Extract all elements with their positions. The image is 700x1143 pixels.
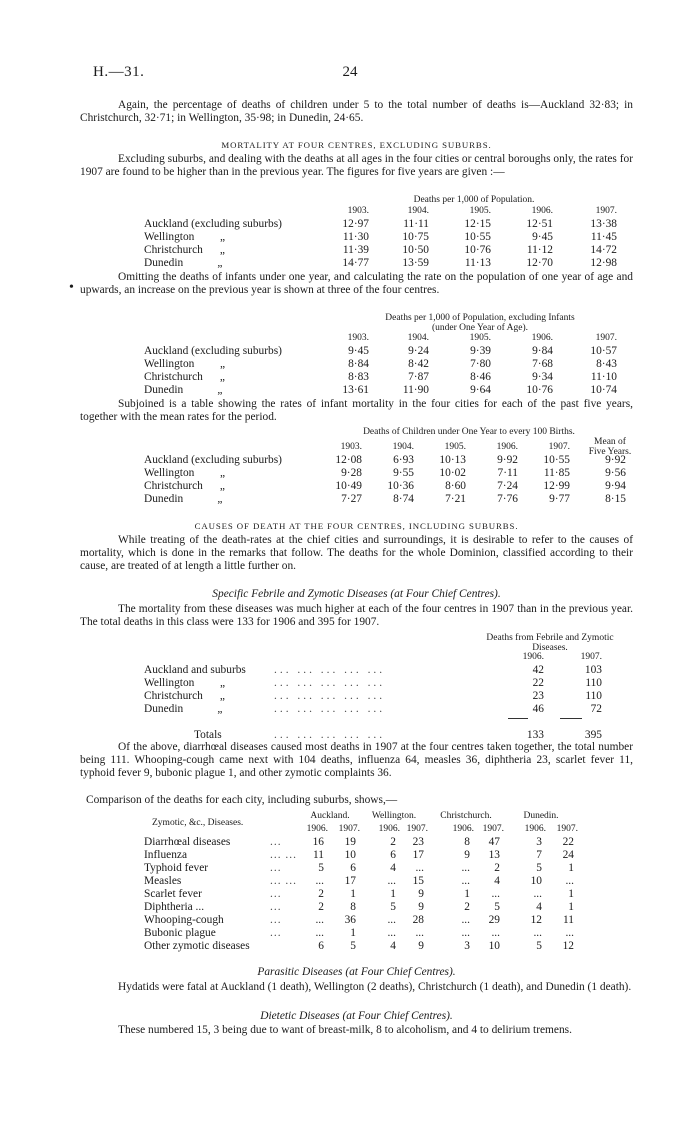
cell: 11·13 [464,257,491,269]
year-1906: 1906. [531,206,553,216]
row-label: Auckland (excluding suburbs) [144,345,282,357]
cell: 2 [494,862,500,874]
table-row [144,384,617,397]
total-rule-1907 [560,718,582,719]
cell: 8·42 [408,358,429,370]
year-1906: 1906. [522,652,544,662]
table-row [144,703,602,716]
cell: 14·77 [342,257,369,269]
cell: 10·55 [464,231,491,243]
leader-dots [270,940,300,953]
cell: 5 [494,901,500,913]
table-row [144,257,617,270]
cell: 10·36 [387,480,414,492]
cell: 23 [412,836,424,848]
table-row [144,480,626,493]
row-label: Dunedin „ [144,257,223,269]
table-row [144,836,578,849]
cell: 6 [318,940,324,952]
febrile-paragraph [80,603,633,629]
febrile-title: Specific Febrile and Zymotic Diseases (at Four Chief Centres). [212,588,501,600]
cell: 103 [584,664,602,676]
cell: 15 [412,875,424,887]
cell: 8·46 [470,371,491,383]
leader-dots: ... [270,862,282,874]
cell: 1 [568,901,574,913]
cell: ... [387,875,396,887]
year-1906: 1906. [524,824,546,834]
cell: 2 [464,901,470,913]
diarrhoeal-paragraph [80,741,633,780]
cell: ... [461,914,470,926]
total-rule-1906 [508,718,528,719]
table-infant-mortality [144,441,626,506]
cell: 6 [390,849,396,861]
comparison-paragraph [80,794,633,807]
cell: 6·93 [393,454,414,466]
table-row [144,862,578,875]
mean-label-2: Five Years. [588,447,632,457]
cell: ... [415,862,424,874]
row-label: Diphtheria ... [144,901,205,913]
causes-paragraph [80,534,633,573]
cell: 4 [390,940,396,952]
year-1907: 1907. [595,333,617,343]
table-header-row [144,332,617,345]
table-header-row [144,651,602,664]
table-header-row [144,441,626,454]
year-1906: 1906. [531,333,553,343]
cell: 9·24 [408,345,429,357]
row-label: Whooping-cough [144,914,224,926]
febrile-text: The mortality from these diseases was much higher at each of the four centres in 1907 than in the previous year. The total deaths in this class were 133 for 1906 and 395 for 1907. [80,603,633,628]
cell: 12·08 [335,454,362,466]
cell: 7·11 [497,467,518,479]
leader-dots: ... ... ... ... ... [274,677,386,689]
table2-caption: Deaths per 1,000 of Population, excluding Infants [385,313,575,323]
cell: 10·76 [464,244,491,256]
year-1906: 1906. [496,442,518,452]
cell: 3 [536,836,542,848]
leader-dots: ... [270,901,282,913]
table-row [144,901,578,914]
row-label: Christchurch „ [144,480,225,492]
leader-dots: ... [270,888,282,900]
row-label: Typhoid fever [144,862,209,874]
cell: 9·92 [497,454,518,466]
cell: 6 [350,862,356,874]
leader-dots: ... ... [270,849,297,861]
cell: ... [387,927,396,939]
cell: 1 [568,862,574,874]
city-wellington: Wellington. [371,811,417,821]
table-row [144,371,617,384]
row-label: Auckland and suburbs [144,664,246,676]
cell: 11·10 [590,371,617,383]
cell: 9·77 [549,493,570,505]
cell: 1 [350,888,356,900]
cell-mean: 8·15 [605,493,626,505]
year-1906: 1906. [452,824,474,834]
cell: 5 [536,862,542,874]
table-row [144,664,602,677]
cell: 4 [536,901,542,913]
mean-label: Mean of [594,437,626,447]
cell: 9·45 [348,345,369,357]
year-1905: 1905. [469,206,491,216]
cell: 11·12 [526,244,553,256]
cell: 29 [488,914,500,926]
cell: 2 [318,888,324,900]
cell: 7·80 [470,358,491,370]
table-row [144,358,617,371]
table4-caption: Deaths from Febrile and Zymotic [486,633,614,643]
report-reference: H.—31. [93,64,145,80]
row-label: Christchurch „ [144,690,225,702]
cell: 10·76 [526,384,553,396]
cell: 8 [350,901,356,913]
cell: 13 [488,849,500,861]
table-spacer-row [144,716,602,729]
table-row [144,231,617,244]
year-1906: 1906. [306,824,328,834]
city-dunedin: Dunedin. [523,811,559,821]
year-1906: 1906. [378,824,400,834]
cell: 5 [318,862,324,874]
cell: 8·84 [348,358,369,370]
city-christchurch: Christchurch. [440,811,492,821]
row-label: Dunedin „ [144,384,223,396]
cell: ... [315,914,324,926]
row-label: Wellington „ [144,677,226,689]
infant-mortality-text: Subjoined is a table showing the rates of infant mortality in the four cities for each of the past five years, together with the mean rates for the period. [80,398,633,423]
year-1903: 1903. [347,333,369,343]
row-label: Scarlet fever [144,888,202,900]
year-1904: 1904. [407,206,429,216]
dietetic-paragraph [80,1024,633,1037]
cell: 8·60 [445,480,466,492]
totals-label: Totals [194,729,222,741]
cell: 11·11 [403,218,429,230]
cell: 10 [488,940,500,952]
cell: 36 [344,914,356,926]
cell: 9 [464,849,470,861]
leader-dots: ... ... [270,875,297,887]
cell: 12·70 [526,257,553,269]
leader-dots: ... [270,927,282,939]
cell: ... [315,875,324,887]
section-heading-mortality: MORTALITY AT FOUR CENTRES, EXCLUDING SUBURBS. [221,140,492,150]
cell: 1 [350,927,356,939]
row-label: Wellington „ [144,467,226,479]
parasitic-text: Hydatids were fatal at Auckland (1 death), Wellington (2 deaths), Christchurch (1 death), and Dunedin (1 death). [118,981,632,993]
page-number: 24 [342,64,358,80]
table-deaths-per-1000 [144,205,617,270]
cell: 9·64 [470,384,491,396]
intro-paragraph [80,99,633,125]
cell: 9·84 [532,345,553,357]
year-1904: 1904. [392,442,414,452]
year-1907: 1907. [548,442,570,452]
dietetic-title: Dietetic Diseases (at Four Chief Centres). [260,1010,453,1022]
table-row [144,244,617,257]
table-row [144,345,617,358]
cell: ... [315,927,324,939]
cell: ... [461,927,470,939]
cell: 7·21 [445,493,466,505]
cell: 12 [530,914,542,926]
cell: 22 [532,677,544,689]
cell: 8·43 [596,358,617,370]
table-row [144,467,626,480]
cell: 9·45 [532,231,553,243]
cell: 10·55 [543,454,570,466]
cell: 12·99 [543,480,570,492]
cell: 12·98 [590,257,617,269]
cell: 7·87 [408,371,429,383]
cell: 7·76 [497,493,518,505]
table-febrile-deaths [144,651,602,742]
leader-dots: ... ... ... ... ... [274,703,386,715]
cell: 5 [536,940,542,952]
diarrhoeal-text: Of the above, diarrhœal diseases caused most deaths in 1907 at the four centres taken together, the total number being 111. Whooping-cough came next with 104 deaths, influenza 64, measles 36, diphtheria 23, scarlet fever 11, typhoid fever 9, bubonic plague 1, and other zymotic complaints 36. [80,741,633,779]
cell: 7 [536,849,542,861]
cell: ... [387,914,396,926]
table2-caption-2: (under One Year of Age). [431,323,529,333]
cell-mean: 9·92 [605,454,626,466]
cell: 12·97 [342,218,369,230]
cell: 110 [585,690,602,702]
cell: 11·45 [590,231,617,243]
row-label: Bubonic plague [144,927,216,939]
cell: 12 [562,940,574,952]
table-zymotic-by-city [144,810,578,836]
year-1907: 1907. [595,206,617,216]
leader-dots: ... [270,914,282,926]
row-label: Dunedin „ [144,493,223,505]
cell: 9·34 [532,371,553,383]
cell: 72 [590,703,602,715]
year-1907: 1907. [556,824,578,834]
row-label: Auckland (excluding suburbs) [144,454,282,466]
row-label: Diarrhœal diseases [144,836,231,848]
cell: 17 [344,875,356,887]
cell: 9·28 [341,467,362,479]
cell: 1 [568,888,574,900]
cell: 5 [390,901,396,913]
section-heading-causes: CAUSES OF DEATH AT THE FOUR CENTRES, INCLUDING SUBURBS. [194,521,519,531]
cell: 11·90 [402,384,429,396]
row-label: Wellington „ [144,231,226,243]
cell: 110 [585,677,602,689]
table1-caption: Deaths per 1,000 of Population. [413,195,535,205]
table-row [144,940,578,953]
cell-mean: 9·94 [605,480,626,492]
dietetic-text: These numbered 15, 3 being due to want of breast-milk, 8 to alcoholism, and 4 to delirium tremens. [118,1024,572,1036]
cell: 28 [412,914,424,926]
cell: ... [565,875,574,887]
cell: 9 [418,888,424,900]
cell: 7·27 [341,493,362,505]
cell: 13·59 [402,257,429,269]
cell: 2 [390,836,396,848]
table-row [144,875,578,888]
cell: 8 [464,836,470,848]
total-1906: 133 [526,729,544,741]
cell: 10·57 [590,345,617,357]
row-label: Auckland (excluding suburbs) [144,218,282,230]
infant-mortality-paragraph [80,398,633,424]
table3-caption: Deaths of Children under One Year to every 100 Births. [363,427,575,437]
cell: 11·85 [543,467,570,479]
row-label: Dunedin „ [144,703,223,715]
cell: 19 [344,836,356,848]
cell: ... [533,927,542,939]
table-row [144,849,578,862]
year-1905: 1905. [469,333,491,343]
cell: 14·72 [590,244,617,256]
row-label: Christchurch „ [144,371,225,383]
cell: ... [461,875,470,887]
leader-dots: ... ... ... ... ... [274,690,386,702]
table-row [144,677,602,690]
table-row [144,914,578,927]
cell-mean: 9·56 [605,467,626,479]
cell: ... [491,927,500,939]
cell: 23 [532,690,544,702]
cell: 9 [418,940,424,952]
cell: ... [415,927,424,939]
cell: 4 [390,862,396,874]
causes-text: While treating of the death-rates at the chief cities and surroundings, it is desirable to refer to the causes of mortality, which is done in the remarks that follow. The deaths for the whole Dominion, classified according to their cause, are treated of at length a little further on. [80,534,633,572]
table-row [144,690,602,703]
cell: 7·24 [497,480,518,492]
cell: 2 [318,901,324,913]
cell: 46 [532,703,544,715]
cell: ... [461,862,470,874]
margin-bullet: • [69,280,74,295]
infants-text: Omitting the deaths of infants under one year, and calculating the rate on the population of one year of age and upwards, an increase on the previous year is shown at three of the four centres. [80,271,633,296]
mortality-text: Excluding suburbs, and dealing with the deaths at all ages in the four cities or central boroughs only, the rates for 1907 are found to be higher than in the previous year. The figures for five years are given :— [80,153,633,178]
cell: 8·74 [393,493,414,505]
table-deaths-excluding-infants [144,332,617,397]
intro-text: Again, the percentage of deaths of children under 5 to the total number of deaths is—Auckland 32·83; in Christchurch, 32·71; in Wellington, 35·98; in Dunedin, 24·65. [80,99,633,124]
cell: 11 [563,914,574,926]
cell: 47 [488,836,500,848]
cell: 11 [313,849,324,861]
mortality-paragraph [80,153,633,179]
row-label: Wellington „ [144,358,226,370]
cell: 9 [418,901,424,913]
table-row [144,493,626,506]
table-row [144,888,578,901]
cell: 10·74 [590,384,617,396]
year-1905: 1905. [444,442,466,452]
cell: ... [491,888,500,900]
cell: 9·39 [470,345,491,357]
cell: 42 [532,664,544,676]
cell: 1 [464,888,470,900]
cell: 10 [530,875,542,887]
table-header-row [144,205,617,218]
cell: 12·51 [526,218,553,230]
cell: 8·83 [348,371,369,383]
city-auckland: Auckland. [310,811,350,821]
row-label: Influenza [144,849,188,861]
cell: 11·30 [342,231,369,243]
parasitic-title: Parasitic Diseases (at Four Chief Centres). [257,966,456,978]
cell: 13·61 [342,384,369,396]
parasitic-paragraph [80,981,633,994]
cell: 10 [344,849,356,861]
cell: 10·13 [439,454,466,466]
cell: ... [565,927,574,939]
table-zymotic-body [144,836,578,953]
row-label: Measles [144,875,182,887]
cell: 10·02 [439,467,466,479]
table-row [144,454,626,467]
year-1904: 1904. [407,333,429,343]
table-row [144,218,617,231]
column-zymotic-diseases: Zymotic, &c., Diseases. [152,817,244,828]
leader-dots: ... ... ... ... ... [274,664,386,676]
year-1903: 1903. [340,442,362,452]
year-1903: 1903. [347,206,369,216]
total-1907: 395 [584,729,602,741]
cell: 10·75 [402,231,429,243]
row-label: Other zymotic diseases [144,940,250,952]
cell: 9·55 [393,467,414,479]
cell: 3 [464,940,470,952]
cell: 10·49 [335,480,362,492]
comparison-text: Comparison of the deaths for each city, including suburbs, shows,— [86,794,398,806]
cell: ... [533,888,542,900]
row-label: Christchurch „ [144,244,225,256]
cell: 16 [312,836,324,848]
year-1907: 1907. [580,652,602,662]
table-row [144,927,578,940]
cell: 11·39 [342,244,369,256]
cell: 5 [350,940,356,952]
cell: 22 [562,836,574,848]
cell: 17 [412,849,424,861]
year-1907: 1907. [482,824,504,834]
cell: 12·15 [464,218,491,230]
year-1907: 1907. [406,824,428,834]
cell: 10·50 [402,244,429,256]
cell: 24 [562,849,574,861]
cell: 4 [494,875,500,887]
cell: 13·38 [590,218,617,230]
cell: 7·68 [532,358,553,370]
table4-caption-2: Diseases. [532,643,568,653]
cell: 1 [390,888,396,900]
leader-dots: ... [270,836,282,848]
infants-paragraph [80,271,633,297]
year-1907: 1907. [338,824,360,834]
city-header-row [144,810,578,823]
leader-dots: ... ... ... ... ... [274,729,386,741]
